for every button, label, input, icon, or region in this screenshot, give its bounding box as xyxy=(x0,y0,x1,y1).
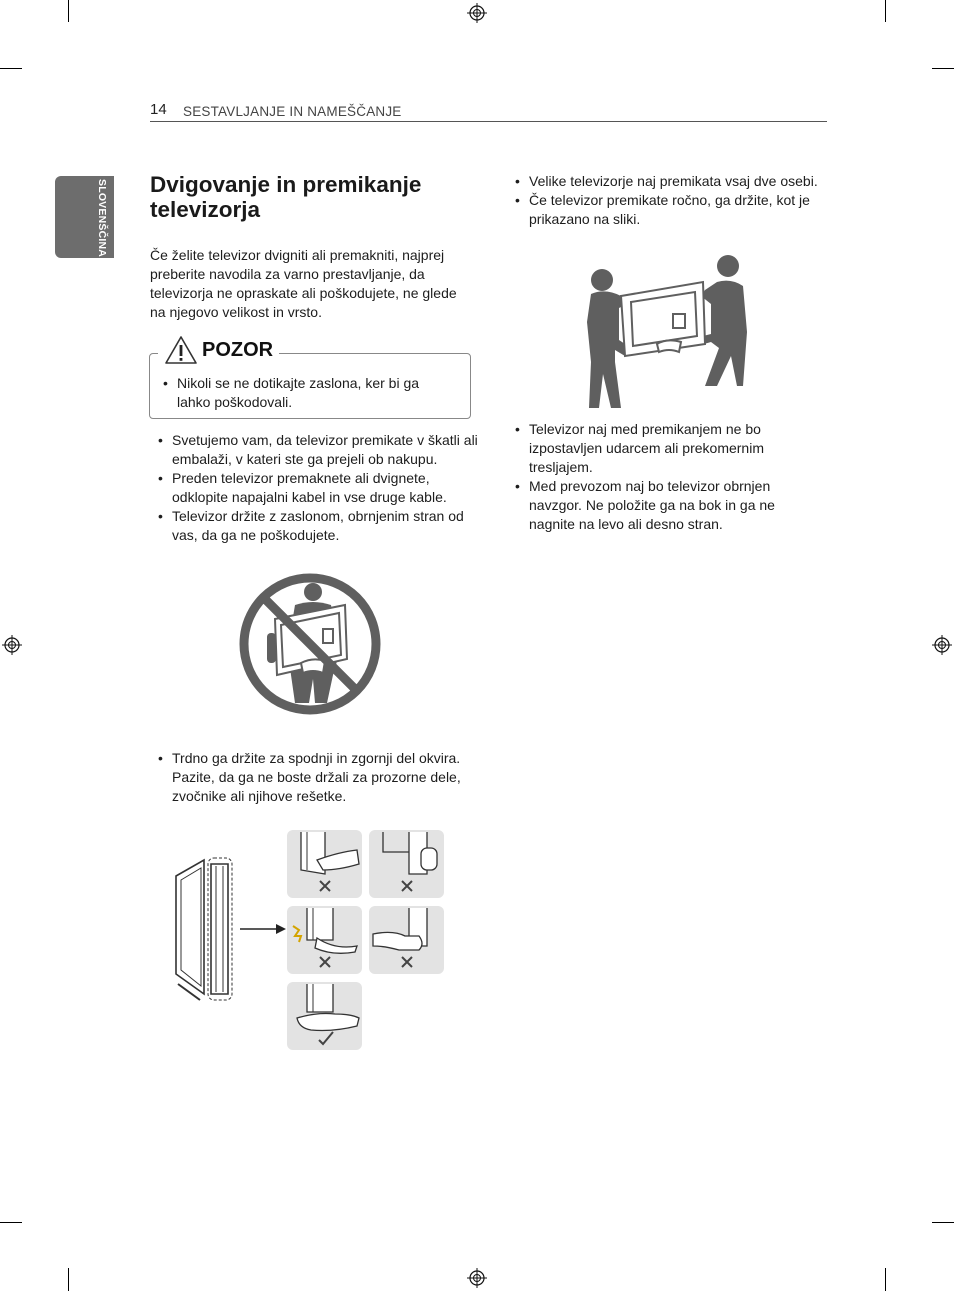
crop-mark xyxy=(885,0,886,22)
list-item: • Med prevozom naj bo televizor obrnjen navzgor. Ne položite ga na bok in ga ne nagnite na levo ali desno stran. xyxy=(507,477,807,534)
list-item: • Velike televizorje naj premikata vsaj dve osebi. xyxy=(507,172,837,191)
crop-mark xyxy=(932,68,954,69)
grip-list xyxy=(150,749,478,806)
crop-mark xyxy=(68,0,69,22)
hand-grip-icon xyxy=(287,830,362,898)
handling-list xyxy=(150,431,478,545)
warning-triangle-icon xyxy=(164,335,198,365)
list-item: • Trdno ga držite za spodnji in zgornji del okvira. Pazite, da ga ne boste držali za prozorne dele, zvočnike ali njihove rešetke. xyxy=(150,749,478,806)
crop-mark xyxy=(885,1268,886,1291)
moving-list xyxy=(507,172,837,229)
transport-list xyxy=(507,420,807,534)
hand-grip-icon xyxy=(287,906,362,974)
caution-label: POZOR xyxy=(202,338,274,361)
crop-mark xyxy=(932,1222,954,1223)
intro-paragraph: Če želite televizor dvigniti ali premakniti, najprej preberite navodila za varno prestavljanje, da televizorja ne opraskate ali poškodujete, ne glede na njegovo velikost in vrsto. xyxy=(150,247,457,320)
list-item: • Preden televizor premaknete ali dvignete, odklopite napajalni kabel in vse druge kable. xyxy=(150,469,478,507)
two-person-carry-illustration xyxy=(585,252,750,410)
section-title: SESTAVLJANJE IN NAMEŠČANJE xyxy=(183,104,402,119)
registration-mark-icon xyxy=(467,1268,487,1288)
grip-wrong-tile xyxy=(369,906,444,974)
grip-wrong-tile xyxy=(287,830,362,898)
header-divider xyxy=(150,121,827,122)
grip-wrong-tile xyxy=(369,830,444,898)
list-item: • Televizor držite z zaslonom, obrnjenim stran od vas, da ga ne poškodujete. xyxy=(150,507,478,545)
list-item: • Svetujemo vam, da televizor premikate v škatli ali embalaži, v kateri ste ga prejeli ob nakupu. xyxy=(150,431,478,469)
grip-correct-tile xyxy=(287,982,362,1050)
list-item: • Televizor naj med premikanjem ne bo izpostavljen udarcem ali prekomernim tresljajem. xyxy=(507,420,807,477)
registration-mark-icon xyxy=(467,3,487,23)
tv-carried-outline xyxy=(621,282,705,356)
page-title: Dvigovanje in premikanje televizorja xyxy=(150,172,422,222)
registration-mark-icon xyxy=(932,635,952,655)
crop-mark xyxy=(0,1222,22,1223)
hand-grip-icon xyxy=(369,830,444,898)
arrow-right-icon xyxy=(240,922,286,936)
language-tab-label: SLOVENŠČINA xyxy=(96,179,108,258)
page-number: 14 xyxy=(150,101,167,118)
grip-wrong-tile xyxy=(287,906,362,974)
tv-side-view-illustration xyxy=(170,852,242,1008)
registration-mark-icon xyxy=(2,635,22,655)
crop-mark xyxy=(68,1268,69,1291)
hand-grip-icon xyxy=(369,906,444,974)
list-item: • Nikoli se ne dotikajte zaslona, ker bi ga lahko poškodovali. xyxy=(155,374,455,412)
prohibited-carry-illustration xyxy=(237,571,383,717)
caution-header xyxy=(158,332,279,368)
language-tab xyxy=(55,176,114,258)
hand-grip-icon xyxy=(287,982,362,1050)
caution-list xyxy=(155,374,455,412)
list-item: • Če televizor premikate ročno, ga držite, kot je prikazano na sliki. xyxy=(507,191,837,229)
crop-mark xyxy=(0,68,22,69)
